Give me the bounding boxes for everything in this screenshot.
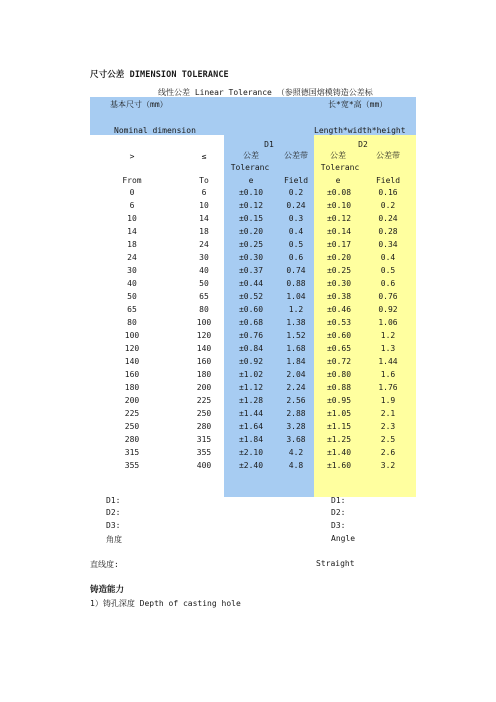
cell-d2-tolerance: ±0.17 [326, 240, 352, 249]
cell-from: 200 [124, 396, 140, 405]
cell-d1-tolerance: ±0.84 [238, 344, 264, 353]
cell-d1-tolerance: ±1.44 [238, 409, 264, 418]
cell-d2-field: 1.9 [380, 396, 396, 405]
cell-d2-tolerance: ±0.80 [326, 370, 352, 379]
dims-en: Length*width*height [314, 126, 406, 135]
gt-symbol: > [129, 152, 135, 161]
cell-d2-tolerance: ±0.95 [326, 396, 352, 405]
cell-d1-field: 0.24 [286, 201, 306, 210]
cell-d2-field: 0.76 [378, 292, 398, 301]
cell-d2-tolerance: ±0.38 [326, 292, 352, 301]
cell-from: 280 [124, 435, 140, 444]
cell-d2-field: 3.2 [380, 461, 396, 470]
cell-d2-tolerance: ±0.30 [326, 279, 352, 288]
cell-to: 355 [196, 448, 212, 457]
cell-d1-tolerance: ±1.64 [238, 422, 264, 431]
cell-to: 10 [199, 201, 209, 210]
cell-from: 120 [124, 344, 140, 353]
cell-to: 315 [196, 435, 212, 444]
cell-d1-tolerance: ±1.12 [238, 383, 264, 392]
cell-d1-tolerance: ±1.02 [238, 370, 264, 379]
cell-d2-tolerance: ±1.15 [326, 422, 352, 431]
cell-d1-field: 0.2 [288, 188, 304, 197]
cell-from: 100 [124, 331, 140, 340]
cell-to: 250 [196, 409, 212, 418]
cell-d2-field: 0.16 [378, 188, 398, 197]
cell-d1-tolerance: ±0.25 [238, 240, 264, 249]
table-header-band [90, 97, 416, 135]
d2-field-cn: 公差带 [376, 151, 400, 160]
cell-d2-field: 0.4 [380, 253, 396, 262]
cell-from: 6 [129, 201, 135, 210]
cell-d1-field: 1.04 [286, 292, 306, 301]
cell-d2-tolerance: ±1.60 [326, 461, 352, 470]
d2-tol-en-a: Toleranc [320, 163, 360, 172]
foot-right-0: D1: [331, 496, 346, 505]
cell-d1-field: 0.3 [288, 214, 304, 223]
cell-d1-tolerance: ±0.37 [238, 266, 264, 275]
cell-to: 14 [199, 214, 209, 223]
cell-from: 14 [127, 227, 137, 236]
d1-field-cn: 公差带 [284, 151, 308, 160]
cell-d1-field: 0.4 [288, 227, 304, 236]
table-subtitle: 线性公差 Linear Tolerance （参照德国熔模铸造公差标 [158, 88, 373, 97]
cell-d2-field: 0.5 [380, 266, 396, 275]
d1-field-en: Field [283, 176, 309, 185]
d1-tol-en-b: e [248, 176, 254, 185]
d1-tol-cn: 公差 [243, 151, 259, 160]
cell-to: 50 [199, 279, 209, 288]
cell-to: 120 [196, 331, 212, 340]
cell-d2-tolerance: ±0.10 [326, 201, 352, 210]
cell-d1-tolerance: ±0.68 [238, 318, 264, 327]
cell-from: 160 [124, 370, 140, 379]
cell-from: 355 [124, 461, 140, 470]
cell-to: 80 [199, 305, 209, 314]
cell-d2-tolerance: ±0.14 [326, 227, 352, 236]
cell-d2-field: 0.34 [378, 240, 398, 249]
cell-d1-tolerance: ±0.76 [238, 331, 264, 340]
d1-label: D1 [264, 140, 274, 149]
cell-d2-field: 1.6 [380, 370, 396, 379]
cell-d2-field: 0.92 [378, 305, 398, 314]
foot-right-3: Angle [331, 534, 356, 543]
d2-label: D2 [358, 140, 368, 149]
cell-to: 65 [199, 292, 209, 301]
cell-d1-field: 2.24 [286, 383, 306, 392]
cell-d2-tolerance: ±0.12 [326, 214, 352, 223]
d2-field-en: Field [375, 176, 401, 185]
d1-tol-en-a: Toleranc [230, 163, 270, 172]
cell-d1-field: 4.8 [288, 461, 304, 470]
section-casting-capability: 铸造能力 [90, 585, 125, 595]
cell-d2-field: 0.2 [380, 201, 396, 210]
foot-left-1: D2: [106, 508, 121, 517]
cell-from: 250 [124, 422, 140, 431]
cell-from: 24 [127, 253, 137, 262]
cell-from: 180 [124, 383, 140, 392]
cell-d2-tolerance: ±0.88 [326, 383, 352, 392]
cell-d2-tolerance: ±1.05 [326, 409, 352, 418]
cell-d1-field: 3.68 [286, 435, 306, 444]
cell-to: 225 [196, 396, 212, 405]
cell-from: 225 [124, 409, 140, 418]
from-label: From [122, 176, 142, 185]
cell-d1-tolerance: ±2.40 [238, 461, 264, 470]
foot-right-2: D3: [331, 521, 346, 530]
foot-left-2: D3: [106, 521, 121, 530]
cell-to: 180 [196, 370, 212, 379]
cell-to: 280 [196, 422, 212, 431]
cell-d2-tolerance: ±0.20 [326, 253, 352, 262]
cell-d1-field: 4.2 [288, 448, 304, 457]
cell-d1-field: 1.38 [286, 318, 306, 327]
cell-d1-tolerance: ±1.28 [238, 396, 264, 405]
cell-d1-field: 0.74 [286, 266, 306, 275]
cell-from: 0 [129, 188, 135, 197]
cell-to: 160 [196, 357, 212, 366]
casting-hole-depth: 1）铸孔深度 Depth of casting hole [90, 599, 241, 608]
cell-d2-field: 2.1 [380, 409, 396, 418]
cell-d1-tolerance: ±0.92 [238, 357, 264, 366]
cell-from: 315 [124, 448, 140, 457]
cell-d1-tolerance: ±2.10 [238, 448, 264, 457]
cell-d2-field: 0.24 [378, 214, 398, 223]
cell-d2-tolerance: ±0.53 [326, 318, 352, 327]
cell-d1-tolerance: ±0.52 [238, 292, 264, 301]
cell-to: 40 [199, 266, 209, 275]
cell-d2-tolerance: ±1.25 [326, 435, 352, 444]
cell-d1-field: 2.88 [286, 409, 306, 418]
page-title: 尺寸公差 DIMENSION TOLERANCE [90, 70, 229, 80]
cell-to: 140 [196, 344, 212, 353]
cell-d1-field: 2.04 [286, 370, 306, 379]
cell-from: 10 [127, 214, 137, 223]
cell-d2-tolerance: ±0.46 [326, 305, 352, 314]
cell-d1-field: 0.88 [286, 279, 306, 288]
cell-d1-tolerance: ±0.60 [238, 305, 264, 314]
d2-tol-cn: 公差 [330, 151, 346, 160]
cell-to: 6 [201, 188, 207, 197]
cell-d1-tolerance: ±0.44 [238, 279, 264, 288]
cell-d2-tolerance: ±0.60 [326, 331, 352, 340]
cell-from: 40 [127, 279, 137, 288]
cell-d2-tolerance: ±1.40 [326, 448, 352, 457]
cell-from: 30 [127, 266, 137, 275]
cell-from: 80 [127, 318, 137, 327]
cell-to: 30 [199, 253, 209, 262]
cell-to: 18 [199, 227, 209, 236]
cell-d2-tolerance: ±0.25 [326, 266, 352, 275]
cell-d2-tolerance: ±0.72 [326, 357, 352, 366]
cell-d1-tolerance: ±0.30 [238, 253, 264, 262]
to-label: To [199, 176, 209, 185]
cell-d2-field: 2.6 [380, 448, 396, 457]
cell-d1-tolerance: ±0.20 [238, 227, 264, 236]
cell-to: 100 [196, 318, 212, 327]
cell-d2-tolerance: ±0.08 [326, 188, 352, 197]
foot-left-0: D1: [106, 496, 121, 505]
foot-right-1: D2: [331, 508, 346, 517]
basic-size-cn: 基本尺寸（mm） [110, 100, 168, 109]
cell-d1-field: 2.56 [286, 396, 306, 405]
cell-d2-field: 0.6 [380, 279, 396, 288]
d2-tol-en-b: e [335, 176, 341, 185]
cell-to: 400 [196, 461, 212, 470]
cell-d1-tolerance: ±0.15 [238, 214, 264, 223]
dims-cn: 长*宽*高（mm） [328, 100, 388, 109]
cell-d2-tolerance: ±0.65 [326, 344, 352, 353]
cell-from: 65 [127, 305, 137, 314]
straightness-cn: 直线度: [90, 560, 119, 569]
cell-d2-field: 1.2 [380, 331, 396, 340]
cell-d1-field: 0.6 [288, 253, 304, 262]
cell-d2-field: 1.3 [380, 344, 396, 353]
le-symbol: ≤ [201, 152, 207, 161]
cell-d1-field: 1.52 [286, 331, 306, 340]
cell-to: 200 [196, 383, 212, 392]
straightness-en: Straight [316, 559, 355, 568]
cell-d1-field: 1.2 [288, 305, 304, 314]
cell-d2-field: 2.5 [380, 435, 396, 444]
cell-d2-field: 1.44 [378, 357, 398, 366]
cell-from: 50 [127, 292, 137, 301]
cell-d1-field: 1.68 [286, 344, 306, 353]
cell-d1-field: 1.84 [286, 357, 306, 366]
cell-d1-tolerance: ±1.84 [238, 435, 264, 444]
cell-d1-tolerance: ±0.12 [238, 201, 264, 210]
cell-d2-field: 2.3 [380, 422, 396, 431]
cell-from: 140 [124, 357, 140, 366]
cell-from: 18 [127, 240, 137, 249]
cell-d1-tolerance: ±0.10 [238, 188, 264, 197]
cell-to: 24 [199, 240, 209, 249]
cell-d2-field: 1.06 [378, 318, 398, 327]
cell-d1-field: 3.28 [286, 422, 306, 431]
cell-d2-field: 1.76 [378, 383, 398, 392]
nominal-en: Nominal dimension [114, 126, 196, 135]
cell-d2-field: 0.28 [378, 227, 398, 236]
foot-left-3: 角度 [106, 535, 122, 544]
cell-d1-field: 0.5 [288, 240, 304, 249]
